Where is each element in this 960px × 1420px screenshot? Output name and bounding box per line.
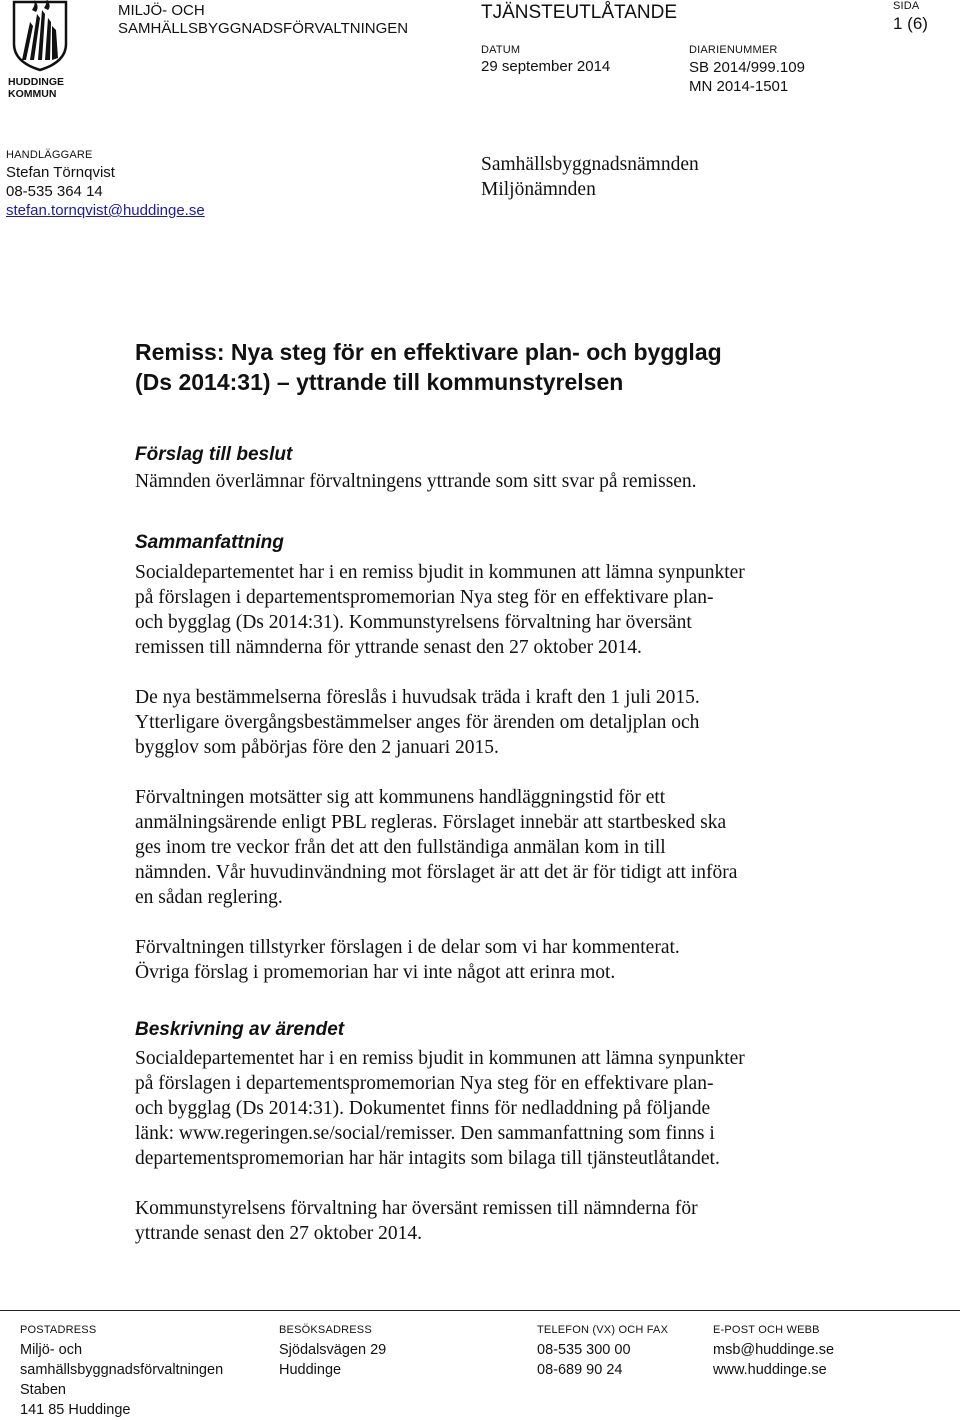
department-line2: SAMHÄLLSBYGGNADSFÖRVALTNINGEN: [118, 20, 409, 37]
page-value: 1 (6): [893, 14, 928, 33]
department-line1: MILJÖ- OCH: [118, 2, 205, 19]
title-line-1: Remiss: Nya steg för en effektivare plan- och bygglag: [135, 339, 722, 365]
document-type: TJÄNSTEUTLÅTANDE: [481, 2, 678, 23]
footer-postal-label: POSTADRESS: [20, 1324, 97, 1336]
summary-paragraph: [135, 785, 935, 910]
page-label: SIDA: [893, 0, 920, 12]
summary-paragraph: [135, 560, 935, 660]
handler-email-link[interactable]: stefan.tornqvist@huddinge.se: [6, 202, 205, 219]
recipients: [481, 152, 699, 202]
recipient-1: Samhällsbyggnadsnämnden: [481, 154, 699, 175]
footer-phone-label: TELEFON (VX) OCH FAX: [537, 1324, 669, 1336]
text-line: nämnden. Vår huvudinvändning mot förslaget är att det är för tidigt att införa: [135, 862, 738, 883]
footer-visit-label: BESÖKSADRESS: [279, 1324, 372, 1336]
footer-postal: [20, 1324, 223, 1420]
coat-of-arms-icon: [10, 0, 70, 72]
footer-postal-line: samhällsbyggnadsförvaltningen: [20, 1362, 224, 1378]
text-line: bygglov som påbörjas före den 2 januari 2015.: [135, 737, 499, 758]
footer-phone: [537, 1324, 668, 1380]
text-line: Övriga förslag i promemorian har vi inte något att erinra mot.: [135, 962, 616, 983]
summary-section: [135, 532, 935, 985]
date-value: 29 september 2014: [481, 58, 611, 75]
footer-divider: [0, 1310, 960, 1311]
footer-visit: [279, 1324, 386, 1380]
text-line: remissen till nämnderna för yttrande senast den 27 oktober 2014.: [135, 637, 642, 658]
diary-block: [689, 44, 805, 96]
description-paragraph: [135, 1196, 935, 1246]
footer-email-link[interactable]: msb@huddinge.se: [713, 1342, 835, 1358]
proposal-section: [135, 444, 697, 494]
description-heading: Beskrivning av ärendet: [135, 1019, 345, 1040]
diary-value-2: MN 2014-1501: [689, 78, 789, 95]
text-line: och bygglag (Ds 2014:31). Dokumentet finns för nedladdning på följande: [135, 1098, 711, 1119]
footer-web: [713, 1324, 834, 1380]
text-line: yttrande senast den 27 oktober 2014.: [135, 1223, 423, 1244]
footer-web-label: E-POST OCH WEBB: [713, 1324, 820, 1336]
footer-website-link[interactable]: www.huddinge.se: [713, 1362, 827, 1378]
footer-postal-line: Miljö- och: [20, 1342, 83, 1358]
proposal-heading: Förslag till beslut: [135, 444, 293, 465]
text-line: departementspromemorian har här intagits som bilaga till tjänsteutlåtandet.: [135, 1148, 720, 1169]
text-line: en sådan reglering.: [135, 887, 283, 908]
text-line: på förslagen i departementspromemorian Nya steg för en effektivare plan-: [135, 1073, 714, 1094]
text-line: länk: www.regeringen.se/social/remisser. Den sammanfattning som finns i: [135, 1123, 715, 1144]
summary-heading: Sammanfattning: [135, 532, 284, 553]
text-line: Kommunstyrelsens förvaltning har översänt remissen till nämnderna för: [135, 1198, 698, 1219]
text-line: De nya bestämmelserna föreslås i huvudsak träda i kraft den 1 juli 2015.: [135, 687, 700, 708]
handler-name: Stefan Törnqvist: [6, 164, 115, 181]
footer-phone-line: 08-535 300 00: [537, 1342, 631, 1358]
text-line: Socialdepartementet har i en remiss bjudit in kommunen att lämna synpunkter: [135, 1048, 745, 1069]
diary-label: DIARIENUMMER: [689, 44, 778, 56]
handler-phone: 08-535 364 14: [6, 183, 103, 200]
text-line: Socialdepartementet har i en remiss bjudit in kommunen att lämna synpunkter: [135, 562, 745, 583]
handler-label: HANDLÄGGARE: [6, 149, 93, 161]
department-name: [118, 2, 408, 38]
text-line: Ytterligare övergångsbestämmelser anges för ärenden om detaljplan och: [135, 712, 700, 733]
footer-postal-line: Staben: [20, 1382, 66, 1398]
text-line: Förvaltningen tillstyrker förslagen i de delar som vi har kommenterat.: [135, 937, 680, 958]
recipient-2: Miljönämnden: [481, 179, 596, 200]
summary-paragraph: [135, 685, 935, 760]
document-title: [135, 337, 722, 397]
diary-value-1: SB 2014/999.109: [689, 59, 805, 76]
footer-visit-line: Huddinge: [279, 1362, 342, 1378]
logo-name-line1: HUDDINGE: [8, 76, 65, 88]
handler-block: [6, 149, 205, 220]
municipality-logo: [8, 0, 72, 100]
description-paragraph: [135, 1046, 935, 1171]
logo-name-line2: KOMMUN: [8, 88, 57, 100]
footer-phone-line: 08-689 90 24: [537, 1362, 623, 1378]
footer-postal-line: 141 85 Huddinge: [20, 1402, 131, 1418]
summary-paragraph: [135, 935, 935, 985]
page-indicator: [893, 0, 928, 34]
date-block: [481, 44, 610, 75]
title-line-2: (Ds 2014:31) – yttrande till kommunstyrelsen: [135, 369, 624, 395]
footer-visit-line: Sjödalsvägen 29: [279, 1342, 387, 1358]
description-section: [135, 1019, 935, 1246]
text-line: och bygglag (Ds 2014:31). Kommunstyrelsens förvaltning har översänt: [135, 612, 692, 633]
date-label: DATUM: [481, 44, 521, 56]
text-line: ges inom tre veckor från det att den fullständiga anmälan kom in till: [135, 837, 666, 858]
text-line: på förslagen i departementspromemorian Nya steg för en effektivare plan-: [135, 587, 714, 608]
proposal-text: Nämnden överlämnar förvaltningens yttrande som sitt svar på remissen.: [135, 471, 697, 492]
text-line: Förvaltningen motsätter sig att kommunens handläggningstid för ett: [135, 787, 666, 808]
text-line: anmälningsärende enligt PBL regleras. Förslaget innebär att startbesked ska: [135, 812, 727, 833]
